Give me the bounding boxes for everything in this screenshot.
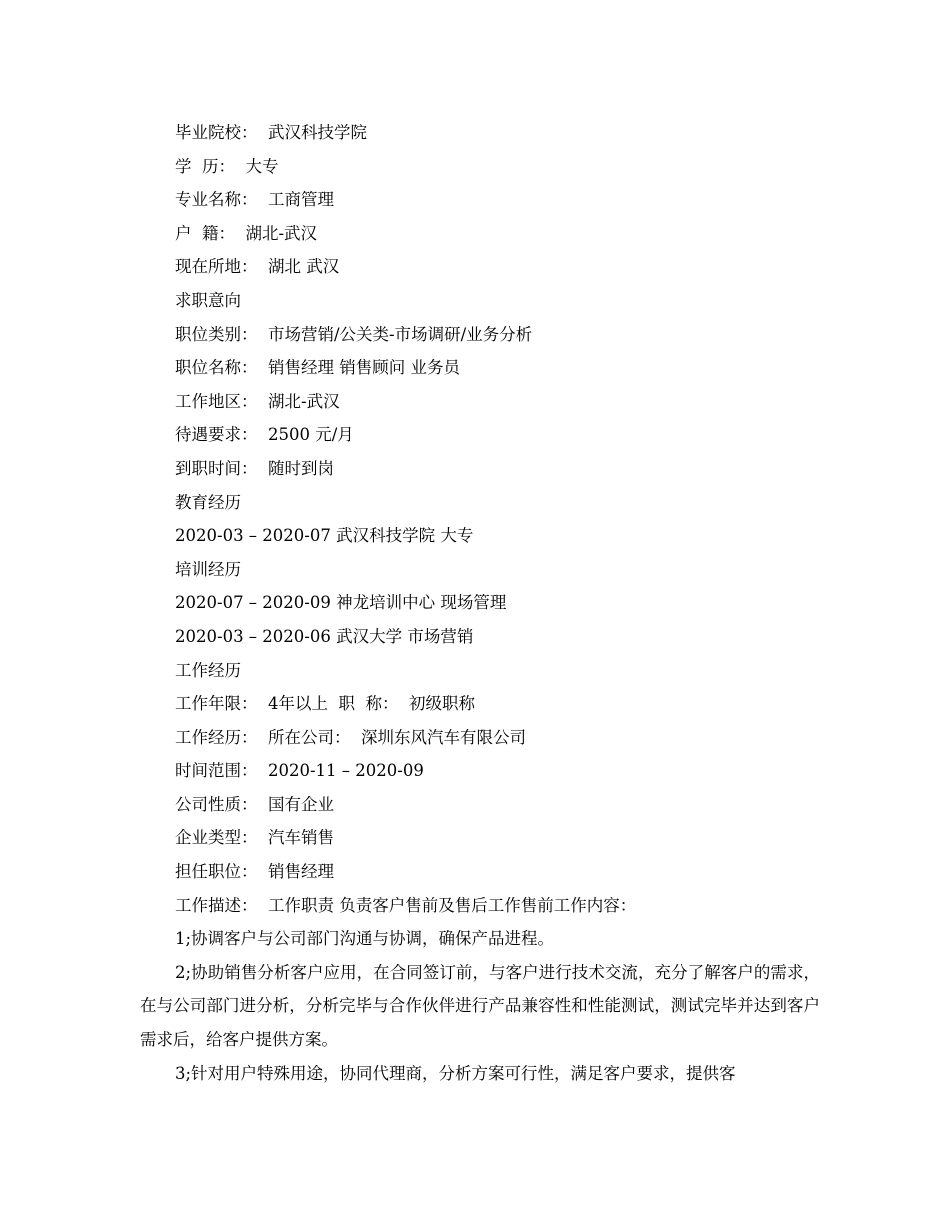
description-paragraph-text: 2;协助销售分析客户应用，在合同签订前，与客户进行技术交流，充分了解客户的需求，在与公司部门进分析，分析完毕与合作伙伴进行产品兼容性和性能测试，测试完毕并达到客户需求后，给客户提供方案。 [140, 962, 820, 1050]
section-heading-work-experience: 工作经历 [175, 660, 241, 680]
description-paragraph [140, 1057, 820, 1091]
training-entry: 2020-07 – 2020-09 神龙培训中心 现场管理 [175, 593, 507, 613]
field-hukou: 户 籍： 湖北-武汉 [175, 223, 318, 243]
education-entry: 2020-03 – 2020-07 武汉科技学院 大专 [175, 526, 474, 546]
field-job-description: 工作描述： 工作职责 负责客户售前及售后工作售前工作内容： [175, 895, 637, 915]
description-paragraph [140, 956, 820, 1057]
section-heading-job-intention: 求职意向 [175, 290, 241, 310]
description-paragraph-text: 3;针对用户特殊用途，协同代理商，分析方案可行性，满足客户要求，提供客 [175, 1063, 736, 1083]
field-years-and-title: 工作年限： 4年以上 职 称： 初级职称 [175, 694, 475, 714]
field-job-title: 职位名称： 销售经理 销售顾问 业务员 [175, 358, 460, 378]
field-position-held: 担任职位： 销售经理 [175, 862, 334, 882]
field-major: 专业名称： 工商管理 [175, 190, 334, 210]
field-work-region: 工作地区： 湖北-武汉 [175, 391, 340, 411]
resume-content [140, 116, 820, 1090]
field-current-location: 现在所地： 湖北 武汉 [175, 257, 340, 277]
description-paragraph [140, 922, 820, 956]
field-school: 毕业院校： 武汉科技学院 [175, 123, 367, 142]
field-education-level: 学 历： 大专 [175, 156, 279, 176]
field-job-category: 职位类别： 市场营销/公关类-市场调研/业务分析 [175, 324, 533, 344]
field-time-range: 时间范围： 2020-11 – 2020-09 [175, 761, 424, 781]
section-heading-education: 教育经历 [175, 492, 241, 512]
field-salary-expectation: 待遇要求： 2500 元/月 [175, 425, 354, 445]
field-company-nature: 公司性质： 国有企业 [175, 794, 334, 814]
section-heading-training: 培训经历 [175, 559, 241, 579]
field-company: 工作经历： 所在公司： 深圳东风汽车有限公司 [175, 727, 526, 747]
description-paragraph-text: 1;协调客户与公司部门沟通与协调，确保产品进程。 [175, 929, 555, 949]
field-company-type: 企业类型： 汽车销售 [175, 828, 334, 848]
training-entry: 2020-03 – 2020-06 武汉大学 市场营销 [175, 626, 474, 646]
field-start-time: 到职时间： 随时到岗 [175, 458, 334, 478]
